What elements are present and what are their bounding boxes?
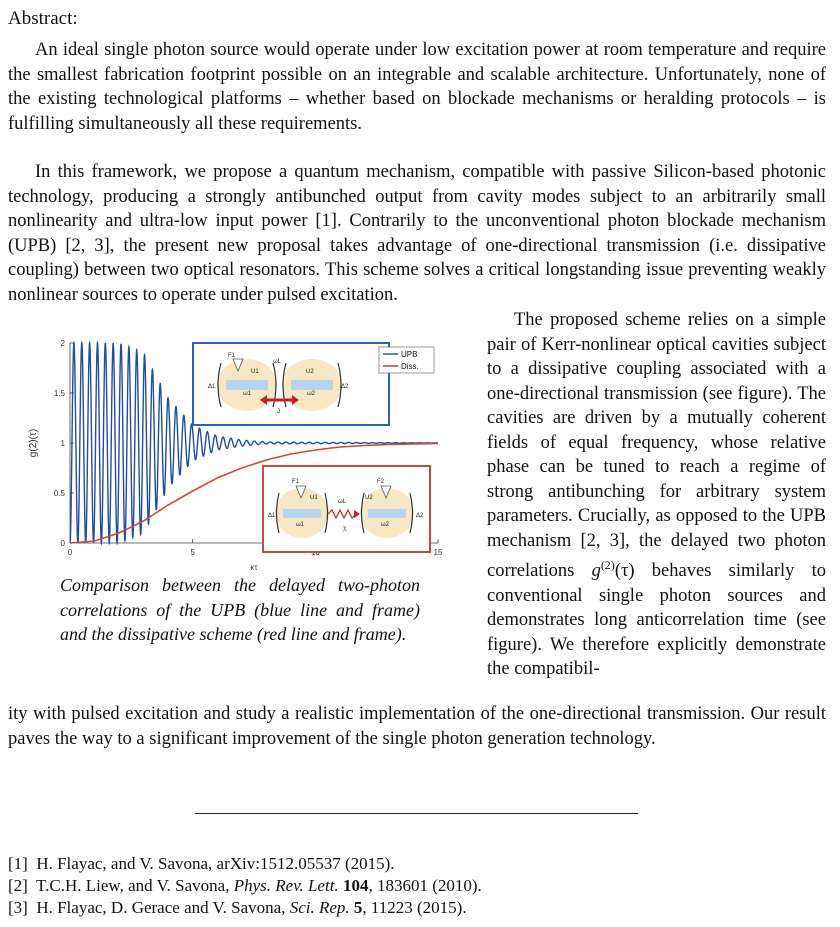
abstract-paragraph-tail: ity with pulsed excitation and study a realistic implementation of the one-directional transmission. Our result paves the way to a significant improvement of the single photon generation technology. — [8, 704, 826, 749]
correlation-figure — [30, 333, 450, 578]
y-tick-label: 2 — [60, 339, 65, 348]
label-F1: F1 — [292, 479, 300, 485]
reference-item — [8, 875, 482, 897]
right-col-text-a: The proposed scheme relies on a simple pair of Kerr-nonlinear optical cavities subject to a dissipative coupling associated with a one-directional transmission (see figure). The cavities are driven by a mutually coherent fields of equal frequency, whose relative phase can be tuned to reach a regime of strong antibunching for arbitrary system parameters. Crucially, as opposed to the UPB mechanism [2, 3], the delayed two photon correlations — [487, 310, 826, 582]
x-axis-label: κτ — [250, 563, 258, 572]
g2-tau: (τ) — [614, 561, 635, 582]
abstract-title: Abstract: — [8, 8, 78, 29]
x-tick-label: 0 — [67, 548, 73, 557]
abstract-paragraph-2: In this framework, we propose a quantum mechanism, compatible with passive Silicon-based photonic technology, producing a strongly antibunched output from cavity modes subject to an arbitrarily small nonlinearity and ultra-low input power [1]. Contrarily to the unconventional photon blockade mechanism (UPB) [2, 3], the present new proposal takes advantage of one-directional transmission (i.e. dissipative coupling) between two optical resonators. This scheme solves a critical longstanding issue preventing weakly nonlinear sources to operate under pulsed excitation. — [8, 162, 826, 305]
reference-volume: 5 — [353, 898, 363, 917]
label-U2: U2 — [306, 369, 314, 375]
reference-tail: , 11223 (2015). — [362, 898, 467, 917]
label-F1: F1 — [228, 353, 236, 359]
g2-superscript: (2) — [600, 558, 615, 572]
mode-bar — [283, 509, 321, 518]
chart-svg — [30, 333, 450, 573]
label-w2: ω2 — [307, 391, 316, 397]
mode-bar — [368, 509, 406, 518]
y-tick-label: 0 — [60, 539, 65, 548]
y-tick-label: 1 — [60, 439, 65, 448]
x-tick-label: 5 — [190, 548, 195, 557]
y-axis-label: g(2)(τ) — [28, 428, 39, 458]
label-D1: Δ1 — [268, 513, 276, 519]
reference-item — [8, 897, 482, 919]
g2-symbol: g — [591, 561, 601, 582]
reference-text: H. Flayac, D. Gerace and V. Savona, — [36, 898, 290, 917]
figure-caption: Comparison between the delayed two-photon correlations of the UPB (blue line and frame) and the dissipative scheme (red line and frame). — [60, 575, 420, 644]
label-wL: ωL — [338, 499, 347, 505]
label-D2: Δ2 — [416, 513, 424, 519]
y-tick-label: 0.5 — [53, 489, 65, 498]
chart-legend — [379, 347, 434, 373]
label-U1: U1 — [251, 369, 259, 375]
dissipative-scheme-inset — [263, 466, 430, 552]
reference-text: T.C.H. Liew, and V. Savona, — [36, 876, 234, 895]
reference-journal: Phys. Rev. Lett. — [233, 876, 339, 895]
label-J: J — [277, 409, 280, 415]
label-U2: U2 — [365, 495, 373, 501]
label-w1: ω1 — [243, 391, 252, 397]
reference-journal: Sci. Rep. — [289, 898, 350, 917]
label-D2: Δ2 — [341, 384, 349, 390]
label-D1: Δ1 — [208, 384, 216, 390]
label-w2: ω2 — [381, 522, 390, 528]
right-col-text-b: behaves similarly to conventional single photon sources and demonstrates long anticorrelation time (see figure). We therefore explicitly demonstrate the compatibil- — [487, 561, 827, 680]
legend-label-upb: UPB — [401, 350, 418, 359]
label-U1: U1 — [310, 495, 318, 501]
mode-bar — [226, 380, 268, 390]
reference-item — [8, 853, 482, 875]
reference-tail: , 183601 (2010). — [368, 876, 482, 895]
abstract-paragraph-1: An ideal single photon source would operate under low excitation power at room temperature and require the smallest fabrication footprint possible on an integrable and scalable architecture. Unfortunately, none of the existing technological platforms – whether based on blockade mechanisms or heralding protocols – is fulfilling simultaneously all these requirements. — [8, 40, 826, 134]
reference-volume: 104 — [342, 876, 369, 895]
legend-label-diss: Diss. — [401, 362, 419, 371]
reference-text: H. Flayac, and V. Savona, arXiv:1512.05537 (2015). — [36, 854, 395, 873]
label-chi: χ — [343, 525, 347, 532]
y-tick-label: 1.5 — [53, 389, 65, 398]
mode-bar — [291, 380, 333, 390]
reference-number: [2] — [8, 876, 28, 895]
upb-scheme-inset — [193, 343, 389, 425]
label-w1: ω1 — [296, 522, 305, 528]
references-list — [8, 853, 482, 919]
right-column-text — [487, 308, 826, 682]
label-F2: F2 — [377, 479, 385, 485]
x-tick-label: 15 — [433, 548, 443, 557]
reference-number: [3] — [8, 898, 28, 917]
label-wL: ωL — [273, 359, 282, 365]
separator-rule — [195, 813, 638, 814]
reference-number: [1] — [8, 854, 28, 873]
